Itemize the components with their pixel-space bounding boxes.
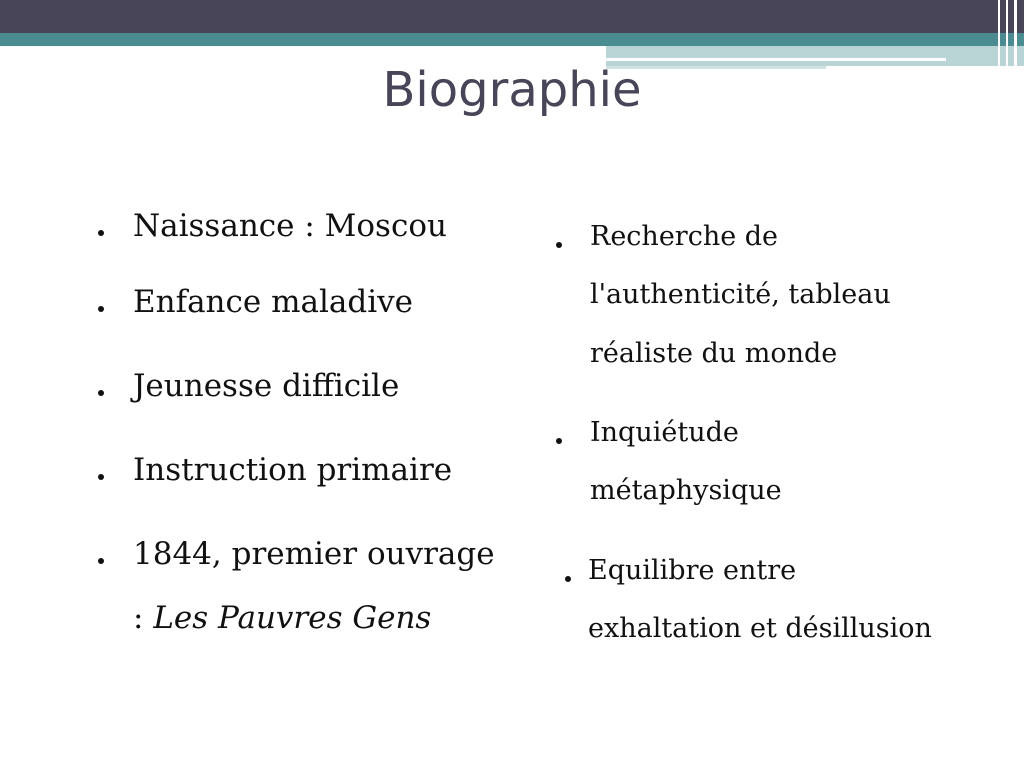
list-item-line: l'authenticité, tableau [590,279,891,310]
list-item-line: métaphysique [590,475,782,506]
list-item-line: exhaltation et désillusion [588,613,932,644]
list-item-line: Inquiétude [590,417,739,448]
list-item-line: réaliste du monde [590,338,838,369]
list-item-text: Naissance : Moscou [133,208,447,244]
list-item-text: Jeunesse difficile [133,368,400,404]
bullet-dot [565,576,571,582]
list-item-text: Instruction primaire [133,452,453,488]
list-item-text: 1844, premier ouvrage [133,536,495,572]
bullet-dot [556,438,562,444]
list-item-line: Recherche de [590,221,779,252]
list-item-line: Equilibre entre [588,555,797,586]
book-title: Les Pauvres Gens [153,600,432,636]
list-item-text: Enfance maladive [133,284,413,320]
colon-prefix: : [133,600,154,636]
bullet-dot [556,242,562,248]
slide-title: Biographie [382,62,642,118]
